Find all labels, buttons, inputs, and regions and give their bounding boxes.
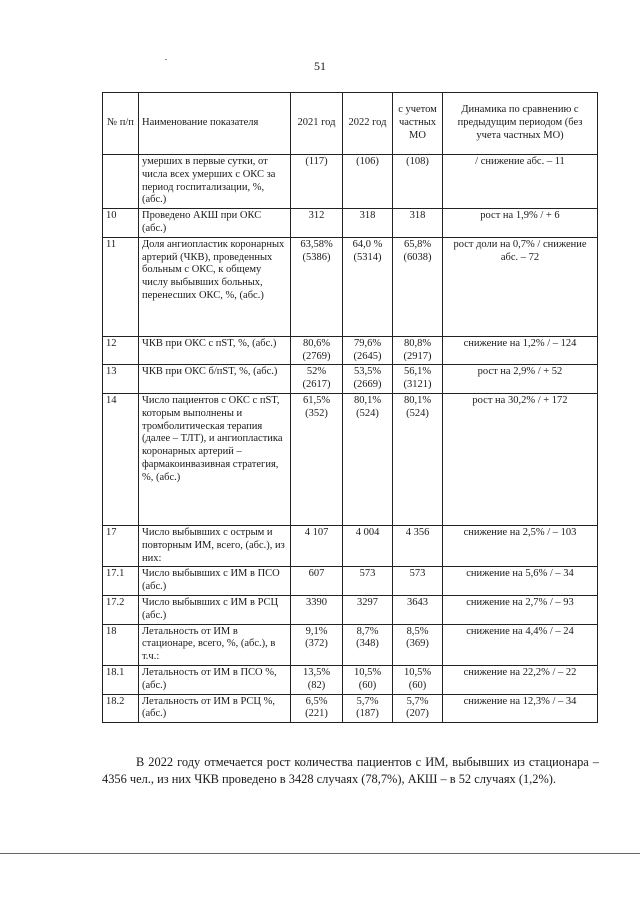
indicator-name-cell: Летальность от ИМ в стационаре, всего, %, (абс.), в т.ч.:	[139, 624, 291, 665]
header-2022: 2022 год	[343, 93, 393, 155]
value-cell-y2021	[291, 336, 343, 365]
value-cell-y2021	[291, 595, 343, 624]
dynamics-cell: рост доли на 0,7% / снижение абс. – 72	[443, 237, 598, 336]
value-line: (524)	[406, 407, 429, 419]
value-cell-y2022	[343, 567, 393, 596]
value-cell-priv	[393, 694, 443, 723]
value-line: (106)	[356, 156, 379, 167]
row-number-cell: 14	[103, 393, 139, 525]
indicators-table	[102, 92, 598, 723]
value-line: 8,5%	[406, 625, 429, 637]
value-cell-priv	[393, 665, 443, 694]
value-line: 65,8%	[403, 238, 432, 250]
value-cell-priv	[393, 393, 443, 525]
value-cell-y2022	[343, 336, 393, 365]
value-cell-y2021	[291, 665, 343, 694]
indicator-name-cell: умерших в первые сутки, от числа всех умерших с ОКС за период госпитализации, %, (абс.)	[139, 155, 291, 209]
value-line: (117)	[305, 156, 328, 167]
table-row	[103, 694, 598, 723]
row-number-cell: 18.2	[103, 694, 139, 723]
summary-paragraph: В 2022 году отмечается рост количества пациентов с ИМ, выбывших из стационара – 4356 чел., из них ЧКВ проведено в 3428 случаях (78,7%), АКШ – в 52 случаях (1,2%).	[102, 755, 599, 787]
value-line: (60)	[408, 679, 427, 691]
value-line: (348)	[356, 638, 379, 650]
value-cell-y2021	[291, 567, 343, 596]
value-line: 4 004	[355, 526, 380, 538]
header-dynamics: Динамика по сравнению с предыдущим периодом (без учета частных МО)	[443, 93, 598, 155]
value-line: 9,1%	[305, 625, 328, 637]
value-cell-priv	[393, 567, 443, 596]
value-cell-y2022	[343, 525, 393, 566]
row-number-cell: 17	[103, 525, 139, 566]
dynamics-cell: снижение на 2,7% / – 93	[443, 595, 598, 624]
value-line: (2669)	[353, 379, 382, 391]
value-cell-y2022	[343, 237, 393, 336]
value-line: 79,6%	[353, 337, 382, 349]
value-line: (524)	[356, 407, 379, 419]
value-line: 573	[409, 568, 426, 580]
row-number-cell	[103, 155, 139, 209]
value-cell-y2021	[291, 155, 343, 209]
value-line: 53,5%	[353, 366, 382, 378]
value-line: 63,58%	[300, 238, 333, 250]
value-line: 80,8%	[403, 337, 432, 349]
value-cell-y2022	[343, 595, 393, 624]
row-number-cell: 12	[103, 336, 139, 365]
value-line: (2645)	[353, 350, 382, 362]
indicator-name-cell: ЧКВ при ОКС б/пST, %, (абс.)	[139, 365, 291, 394]
value-line: (221)	[305, 708, 328, 720]
value-cell-priv	[393, 365, 443, 394]
row-number-cell: 17.1	[103, 567, 139, 596]
value-cell-priv	[393, 209, 443, 238]
table-row	[103, 393, 598, 525]
table-row	[103, 595, 598, 624]
indicator-name-cell: Число выбывших с ИМ в ПСО (абс.)	[139, 567, 291, 596]
value-line: 607	[308, 568, 325, 580]
value-cell-y2021	[291, 209, 343, 238]
table-row	[103, 237, 598, 336]
value-line: (352)	[305, 407, 328, 419]
value-line: 80,6%	[302, 337, 331, 349]
value-line: (372)	[305, 638, 328, 650]
indicator-name-cell: Число выбывших с ИМ в РСЦ (абс.)	[139, 595, 291, 624]
dynamics-cell: снижение на 12,3% / – 34	[443, 694, 598, 723]
value-line: 64,0 %	[352, 238, 383, 250]
value-line: (5386)	[302, 251, 331, 263]
value-line: 61,5%	[302, 394, 331, 406]
indicator-name-cell: Число пациентов с ОКС с пST, которым выполнены и тромболитическая терапия (далее – ТЛТ), и ангиопластика коронарных артерий – фармакоинвазивная стратегия, %, (абс.)	[139, 393, 291, 525]
row-number-cell: 18	[103, 624, 139, 665]
dynamics-cell: снижение на 2,5% / – 103	[443, 525, 598, 566]
value-cell-priv	[393, 595, 443, 624]
value-line: 6,5%	[305, 695, 328, 707]
value-line: 10,5%	[353, 666, 382, 678]
value-cell-y2021	[291, 393, 343, 525]
value-line: 13,5%	[302, 666, 331, 678]
table-header-row	[103, 93, 598, 155]
dynamics-cell: рост на 1,9% / + 6	[443, 209, 598, 238]
value-line: 312	[308, 210, 325, 222]
value-cell-y2021	[291, 624, 343, 665]
indicator-name-cell: Число выбывших с острым и повторным ИМ, всего, (абс.), из них:	[139, 525, 291, 566]
scan-mark	[165, 59, 167, 60]
table-row	[103, 665, 598, 694]
value-line: (5314)	[353, 251, 382, 263]
row-number-cell: 11	[103, 237, 139, 336]
table-row	[103, 209, 598, 238]
value-cell-y2022	[343, 694, 393, 723]
value-line: (369)	[406, 638, 429, 650]
value-line: 52%	[306, 366, 327, 378]
header-name: Наименование показателя	[139, 93, 291, 155]
value-line: 80,1%	[353, 394, 382, 406]
value-line: 5,7%	[356, 695, 379, 707]
dynamics-cell: снижение на 4,4% / – 24	[443, 624, 598, 665]
value-cell-priv	[393, 155, 443, 209]
indicator-name-cell: Летальность от ИМ в ПСО %, (абс.)	[139, 665, 291, 694]
value-line: 8,7%	[356, 625, 379, 637]
value-line: (2617)	[302, 379, 331, 391]
value-line: 3390	[306, 596, 327, 608]
value-cell-y2022	[343, 155, 393, 209]
dynamics-cell: рост на 2,9% / + 52	[443, 365, 598, 394]
value-line: 80,1%	[403, 394, 432, 406]
value-line: 4 107	[304, 526, 329, 538]
value-line: (3121)	[403, 379, 432, 391]
footer-divider	[0, 853, 640, 854]
row-number-cell: 10	[103, 209, 139, 238]
indicator-name-cell: Летальность от ИМ в РСЦ %, (абс.)	[139, 694, 291, 723]
value-cell-priv	[393, 624, 443, 665]
indicator-name-cell: Доля ангиопластик коронарных артерий (ЧКВ), проведенных больным с ОКС, к общему числу выбывших больных, перенесших ОКС, %, (абс.)	[139, 237, 291, 336]
table-row	[103, 525, 598, 566]
value-line: 10,5%	[403, 666, 432, 678]
value-line: (108)	[406, 156, 429, 167]
value-line: (6038)	[403, 251, 432, 263]
dynamics-cell: / снижение абс. – 11	[443, 155, 598, 209]
row-number-cell: 17.2	[103, 595, 139, 624]
value-cell-y2022	[343, 665, 393, 694]
value-cell-priv	[393, 237, 443, 336]
value-line: (2769)	[302, 350, 331, 362]
page-number: 51	[314, 59, 326, 73]
value-cell-y2021	[291, 525, 343, 566]
value-cell-priv	[393, 525, 443, 566]
value-cell-y2022	[343, 624, 393, 665]
value-line: (82)	[307, 679, 326, 691]
value-cell-y2022	[343, 393, 393, 525]
value-cell-y2021	[291, 237, 343, 336]
value-cell-y2022	[343, 209, 393, 238]
dynamics-cell: рост на 30,2% / + 172	[443, 393, 598, 525]
value-cell-y2022	[343, 365, 393, 394]
table-row	[103, 336, 598, 365]
header-2021: 2021 год	[291, 93, 343, 155]
value-cell-y2021	[291, 694, 343, 723]
value-line: 56,1%	[403, 366, 432, 378]
table-body	[103, 155, 598, 723]
row-number-cell: 13	[103, 365, 139, 394]
dynamics-cell: снижение на 22,2% / – 22	[443, 665, 598, 694]
value-line: (2917)	[403, 350, 432, 362]
table-row	[103, 365, 598, 394]
table-row	[103, 624, 598, 665]
value-line: 4 356	[405, 526, 430, 538]
value-line: (207)	[406, 708, 429, 720]
indicator-name-cell: ЧКВ при ОКС с пST, %, (абс.)	[139, 336, 291, 365]
value-line: 318	[359, 210, 376, 222]
value-line: 5,7%	[406, 695, 429, 707]
row-number-cell: 18.1	[103, 665, 139, 694]
value-cell-priv	[393, 336, 443, 365]
header-with-private: с учетом частных МО	[393, 93, 443, 155]
value-line: 318	[409, 210, 426, 222]
indicator-name-cell: Проведено АКШ при ОКС (абс.)	[139, 209, 291, 238]
value-line: 3297	[357, 596, 378, 608]
header-num: № п/п	[103, 93, 139, 155]
table-row	[103, 155, 598, 209]
dynamics-cell: снижение на 5,6% / – 34	[443, 567, 598, 596]
value-cell-y2021	[291, 365, 343, 394]
value-line: (60)	[358, 679, 377, 691]
table-row	[103, 567, 598, 596]
value-line: (187)	[356, 708, 379, 720]
dynamics-cell: снижение на 1,2% / – 124	[443, 336, 598, 365]
value-line: 573	[359, 568, 376, 580]
value-line: 3643	[407, 596, 428, 608]
